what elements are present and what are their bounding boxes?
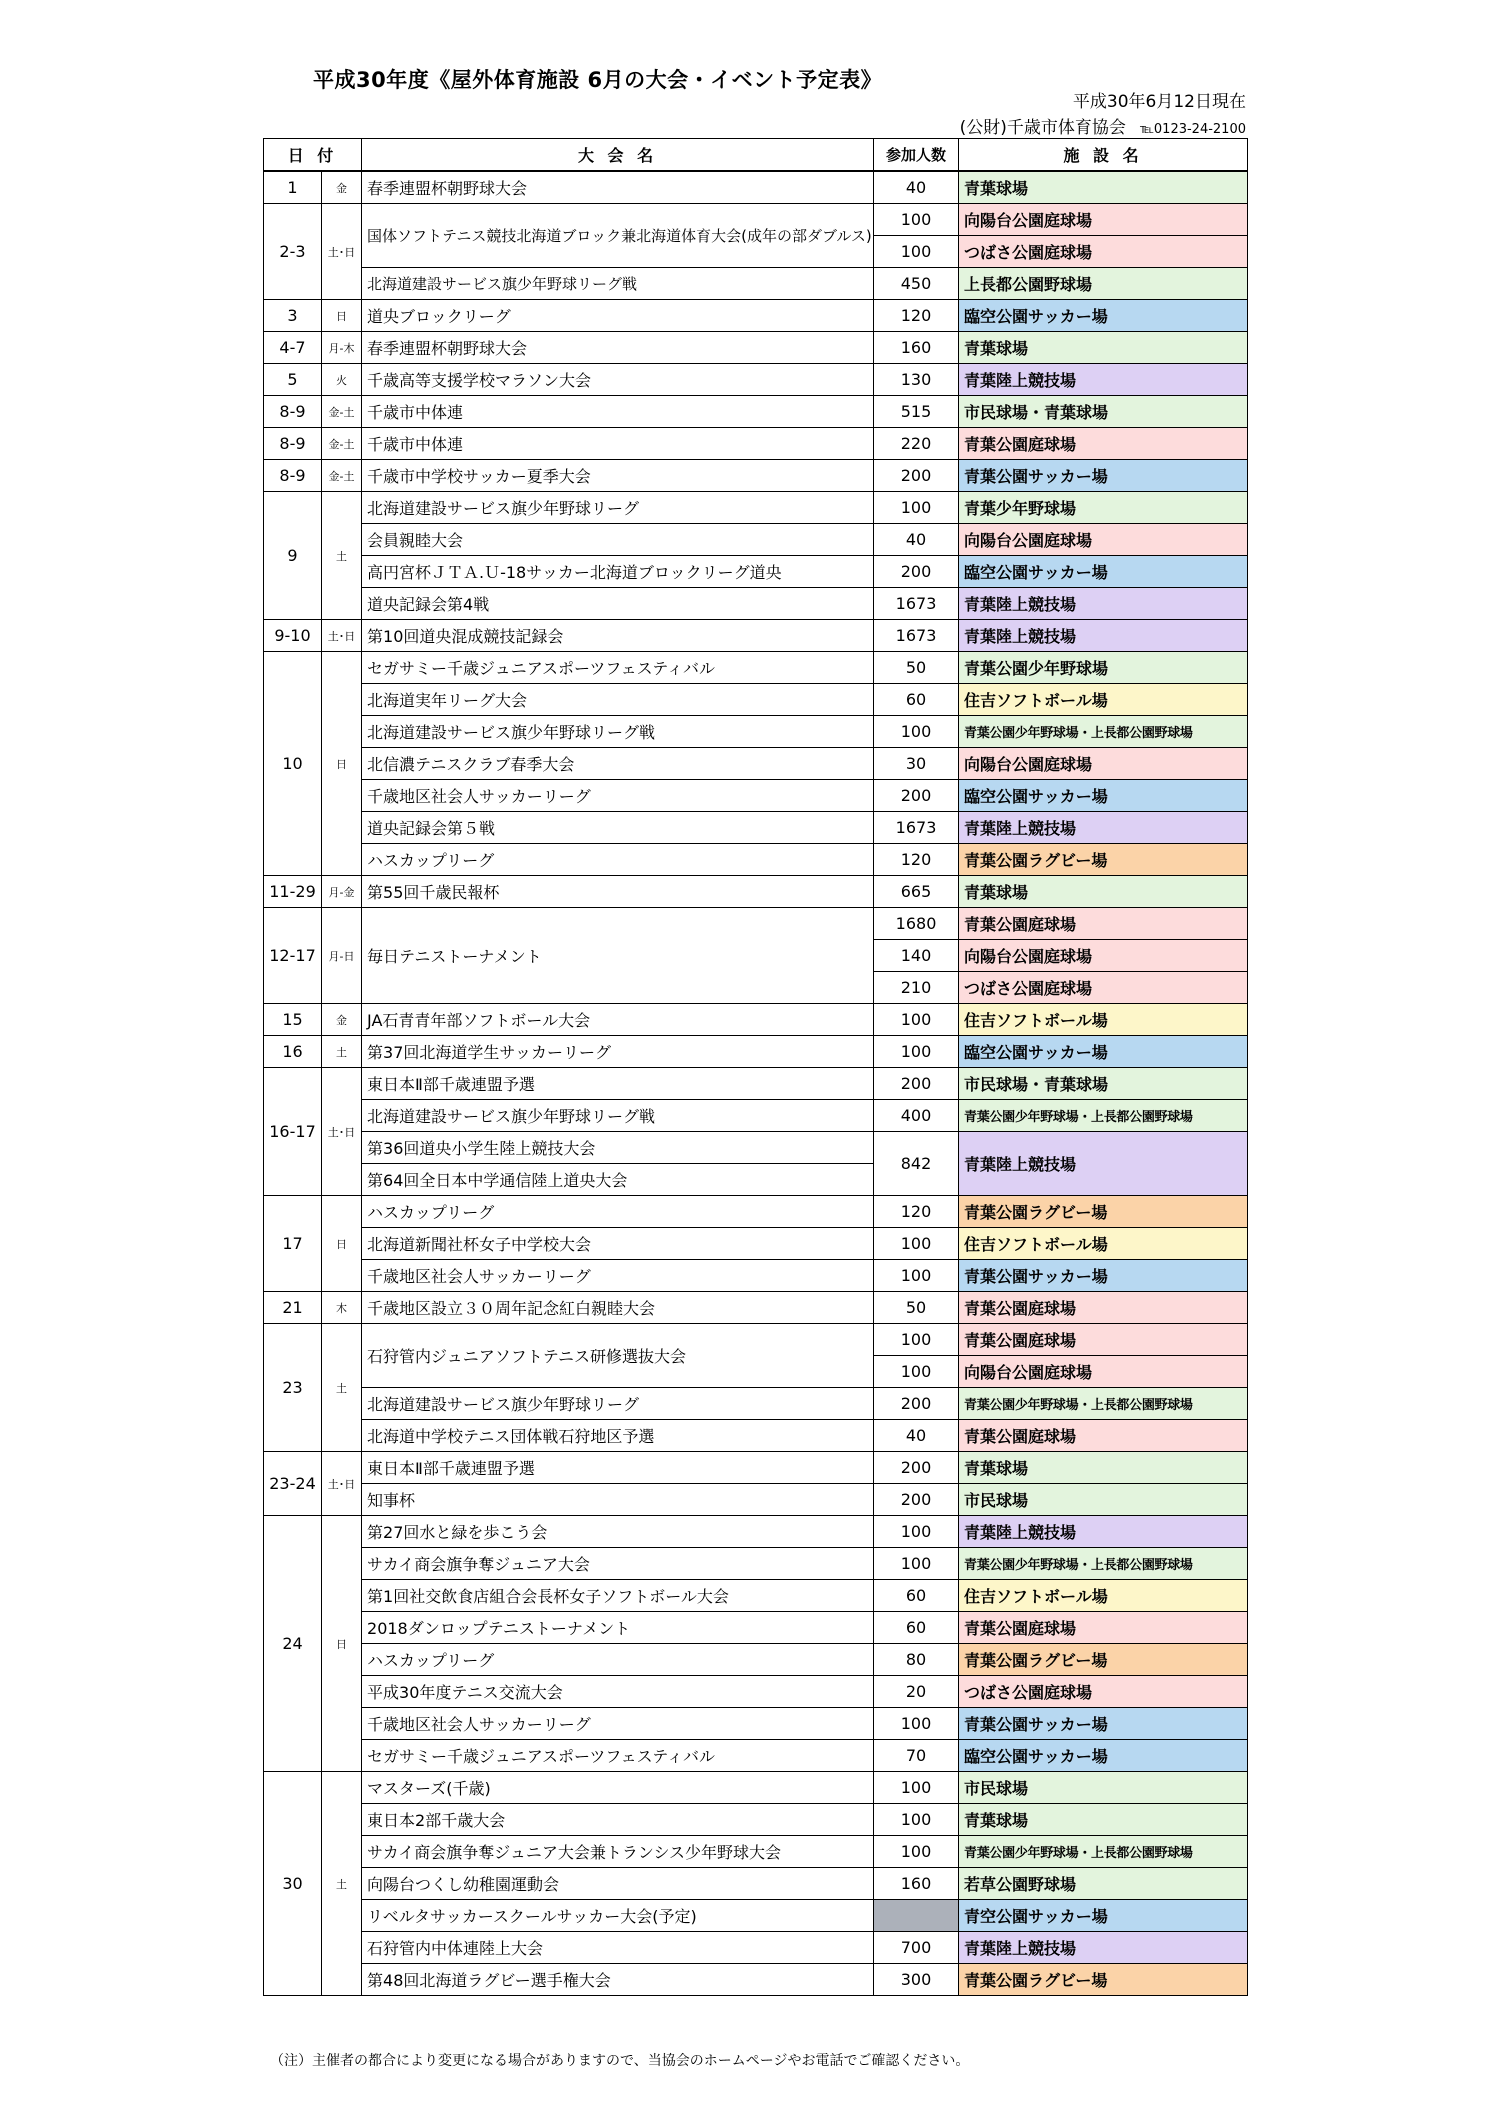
weekday-cell: 火: [322, 364, 362, 396]
participants-cell: 1673: [874, 588, 959, 620]
table-row: [264, 1004, 1248, 1036]
table-row: [264, 556, 1248, 588]
table-row: [264, 1708, 1248, 1740]
event-name-cell: 千歳地区社会人サッカーリーグ: [362, 780, 874, 812]
venue-cell: 青葉陸上競技場: [959, 364, 1248, 396]
participants-cell: 450: [874, 268, 959, 300]
weekday-cell: 土･日: [322, 620, 362, 652]
participants-cell: 40: [874, 171, 959, 204]
venue-cell: 青葉球場: [959, 1452, 1248, 1484]
table-row: [264, 1260, 1248, 1292]
venue-cell: 青葉球場: [959, 876, 1248, 908]
event-name-cell: 北海道建設サービス旗少年野球リーグ戦: [362, 268, 874, 300]
participants-cell: 665: [874, 876, 959, 908]
venue-cell: 若草公園野球場: [959, 1868, 1248, 1900]
venue-cell: 青葉陸上競技場: [959, 1132, 1248, 1196]
venue-cell: 青葉公園サッカー場: [959, 460, 1248, 492]
participants-cell: 160: [874, 1868, 959, 1900]
venue-cell: 青葉公園庭球場: [959, 1324, 1248, 1356]
participants-cell: 200: [874, 780, 959, 812]
participants-cell: 210: [874, 972, 959, 1004]
table-row: [264, 1388, 1248, 1420]
event-name-cell: 道央記録会第５戦: [362, 812, 874, 844]
table-row: [264, 812, 1248, 844]
column-header-event: 大 会 名: [362, 139, 874, 172]
event-name-cell: 第1回社交飲食店組合会長杯女子ソフトボール大会: [362, 1580, 874, 1612]
date-cell: 24: [264, 1516, 322, 1772]
participants-cell: 100: [874, 1548, 959, 1580]
table-row: [264, 1740, 1248, 1772]
participants-cell: 140: [874, 940, 959, 972]
venue-cell: 上長都公園野球場: [959, 268, 1248, 300]
venue-cell: 青葉陸上競技場: [959, 812, 1248, 844]
event-name-cell: 第27回水と緑を歩こう会: [362, 1516, 874, 1548]
venue-cell: 青葉公園ラグビー場: [959, 844, 1248, 876]
participants-cell: 40: [874, 524, 959, 556]
table-row: [264, 1132, 1248, 1164]
venue-cell: 向陽台公園庭球場: [959, 204, 1248, 236]
date-cell: 21: [264, 1292, 322, 1324]
participants-cell: 200: [874, 1484, 959, 1516]
event-name-cell: 北海道新聞社杯女子中学校大会: [362, 1228, 874, 1260]
column-header-date: 日 付: [264, 139, 362, 172]
event-name-cell: リベルタサッカースクールサッカー大会(予定): [362, 1900, 874, 1932]
participants-cell: 1680: [874, 908, 959, 940]
participants-cell: 100: [874, 204, 959, 236]
date-cell: 10: [264, 652, 322, 876]
event-name-cell: 東日本Ⅱ部千歳連盟予選: [362, 1068, 874, 1100]
venue-cell: 青葉公園庭球場: [959, 1292, 1248, 1324]
event-name-cell: 第36回道央小学生陸上競技大会: [362, 1132, 874, 1164]
table-row: [264, 1964, 1248, 1996]
participants-cell: 100: [874, 1836, 959, 1868]
event-name-cell: サカイ商会旗争奪ジュニア大会: [362, 1548, 874, 1580]
venue-cell: 青葉公園ラグビー場: [959, 1644, 1248, 1676]
venue-cell: 住吉ソフトボール場: [959, 684, 1248, 716]
weekday-cell: 日: [322, 1196, 362, 1292]
participants-cell: 50: [874, 652, 959, 684]
weekday-cell: 金-土: [322, 428, 362, 460]
event-name-cell: 千歳市中体連: [362, 428, 874, 460]
event-name-cell: セガサミー千歳ジュニアスポーツフェスティバル: [362, 1740, 874, 1772]
table-row: [264, 1324, 1248, 1356]
table-row: [264, 524, 1248, 556]
event-name-cell: 知事杯: [362, 1484, 874, 1516]
venue-cell: 青葉少年野球場: [959, 492, 1248, 524]
table-row: [264, 1676, 1248, 1708]
venue-cell: 青葉公園ラグビー場: [959, 1964, 1248, 1996]
event-name-cell: 春季連盟杯朝野球大会: [362, 332, 874, 364]
table-row: [264, 1036, 1248, 1068]
venue-cell: つばさ公園庭球場: [959, 972, 1248, 1004]
venue-cell: 青葉公園庭球場: [959, 428, 1248, 460]
table-row: [264, 364, 1248, 396]
participants-cell: 80: [874, 1644, 959, 1676]
participants-cell: 200: [874, 1068, 959, 1100]
venue-cell: 青空公園サッカー場: [959, 1900, 1248, 1932]
participants-cell: 300: [874, 1964, 959, 1996]
participants-cell: 100: [874, 1772, 959, 1804]
weekday-cell: 月-日: [322, 908, 362, 1004]
participants-cell: 100: [874, 236, 959, 268]
event-name-cell: マスターズ(千歳): [362, 1772, 874, 1804]
venue-cell: 青葉公園ラグビー場: [959, 1196, 1248, 1228]
event-name-cell: 第48回北海道ラグビー選手権大会: [362, 1964, 874, 1996]
date-cell: 15: [264, 1004, 322, 1036]
date-cell: 16-17: [264, 1068, 322, 1196]
weekday-cell: 日: [322, 300, 362, 332]
participants-cell: 60: [874, 1612, 959, 1644]
venue-cell: 住吉ソフトボール場: [959, 1004, 1248, 1036]
venue-cell: 青葉公園庭球場: [959, 1420, 1248, 1452]
event-name-cell: 千歳市中体連: [362, 396, 874, 428]
date-cell: 9-10: [264, 620, 322, 652]
table-row: [264, 1772, 1248, 1804]
event-name-cell: 第64回全日本中学通信陸上道央大会: [362, 1164, 874, 1196]
venue-cell: 臨空公園サッカー場: [959, 300, 1248, 332]
event-name-cell: 千歳地区社会人サッカーリーグ: [362, 1708, 874, 1740]
participants-cell: 200: [874, 460, 959, 492]
event-name-cell: 道央ブロックリーグ: [362, 300, 874, 332]
table-row: [264, 396, 1248, 428]
table-row: [264, 1836, 1248, 1868]
table-row: [264, 204, 1248, 236]
weekday-cell: 土: [322, 1324, 362, 1452]
venue-cell: 向陽台公園庭球場: [959, 1356, 1248, 1388]
table-row: [264, 1196, 1248, 1228]
event-name-cell: 平成30年度テニス交流大会: [362, 1676, 874, 1708]
table-row: [264, 1100, 1248, 1132]
event-name-cell: 北海道建設サービス旗少年野球リーグ戦: [362, 716, 874, 748]
participants-cell: 50: [874, 1292, 959, 1324]
venue-cell: 市民球場・青葉球場: [959, 1068, 1248, 1100]
table-row: [264, 428, 1248, 460]
venue-cell: 臨空公園サッカー場: [959, 1740, 1248, 1772]
date-cell: 8-9: [264, 428, 322, 460]
participants-cell: 220: [874, 428, 959, 460]
event-name-cell: 毎日テニストーナメント: [362, 908, 874, 1004]
event-name-cell: 春季連盟杯朝野球大会: [362, 171, 874, 204]
venue-cell: 青葉公園少年野球場: [959, 652, 1248, 684]
weekday-cell: 土･日: [322, 1452, 362, 1516]
event-name-cell: ハスカップリーグ: [362, 1196, 874, 1228]
table-header-row: [264, 139, 1248, 172]
venue-cell: 向陽台公園庭球場: [959, 524, 1248, 556]
weekday-cell: 金: [322, 171, 362, 204]
table-row: [264, 620, 1248, 652]
venue-cell: 青葉陸上競技場: [959, 1932, 1248, 1964]
venue-cell: 青葉公園少年野球場・上長都公園野球場: [959, 1548, 1248, 1580]
venue-cell: 青葉公園サッカー場: [959, 1260, 1248, 1292]
table-row: [264, 908, 1248, 940]
weekday-cell: 土: [322, 492, 362, 620]
table-row: [264, 1612, 1248, 1644]
weekday-cell: 土･日: [322, 1068, 362, 1196]
event-name-cell: JA石青青年部ソフトボール大会: [362, 1004, 874, 1036]
venue-cell: 臨空公園サッカー場: [959, 556, 1248, 588]
weekday-cell: 日: [322, 1516, 362, 1772]
table-row: [264, 1484, 1248, 1516]
table-row: [264, 332, 1248, 364]
table-row: [264, 1420, 1248, 1452]
participants-cell: 40: [874, 1420, 959, 1452]
date-cell: 30: [264, 1772, 322, 1996]
event-name-cell: 東日本Ⅱ部千歳連盟予選: [362, 1452, 874, 1484]
weekday-cell: 土: [322, 1772, 362, 1996]
venue-cell: 青葉球場: [959, 171, 1248, 204]
participants-cell: 100: [874, 1804, 959, 1836]
weekday-cell: 月-金: [322, 876, 362, 908]
table-row: [264, 684, 1248, 716]
venue-cell: 青葉公園少年野球場・上長都公園野球場: [959, 716, 1248, 748]
column-header-participants: 参加人数: [874, 139, 959, 172]
venue-cell: 向陽台公園庭球場: [959, 748, 1248, 780]
weekday-cell: 土: [322, 1036, 362, 1068]
event-name-cell: 石狩管内ジュニアソフトテニス研修選抜大会: [362, 1324, 874, 1388]
date-cell: 17: [264, 1196, 322, 1292]
venue-cell: 市民球場: [959, 1772, 1248, 1804]
weekday-cell: 土･日: [322, 204, 362, 300]
weekday-cell: 月-木: [322, 332, 362, 364]
venue-cell: 住吉ソフトボール場: [959, 1580, 1248, 1612]
table-row: [264, 492, 1248, 524]
event-name-cell: 北信濃テニスクラブ春季大会: [362, 748, 874, 780]
date-cell: 12-17: [264, 908, 322, 1004]
telephone-number: ℡0123-24-2100: [1139, 122, 1246, 137]
event-name-cell: 千歳高等支援学校マラソン大会: [362, 364, 874, 396]
participants-cell: 1673: [874, 620, 959, 652]
venue-cell: 青葉陸上競技場: [959, 1516, 1248, 1548]
event-name-cell: 北海道実年リーグ大会: [362, 684, 874, 716]
event-name-cell: ハスカップリーグ: [362, 1644, 874, 1676]
event-name-cell: 北海道建設サービス旗少年野球リーグ: [362, 492, 874, 524]
participants-cell: 200: [874, 556, 959, 588]
venue-cell: 臨空公園サッカー場: [959, 1036, 1248, 1068]
venue-cell: つばさ公園庭球場: [959, 1676, 1248, 1708]
schedule-body: [264, 171, 1248, 1996]
date-cell: 23-24: [264, 1452, 322, 1516]
participants-cell: 100: [874, 492, 959, 524]
table-row: [264, 1228, 1248, 1260]
table-row: [264, 171, 1248, 204]
table-row: [264, 844, 1248, 876]
date-cell: 2-3: [264, 204, 322, 300]
event-name-cell: 向陽台つくし幼稚園運動会: [362, 1868, 874, 1900]
participants-cell: 700: [874, 1932, 959, 1964]
participants-cell: 515: [874, 396, 959, 428]
venue-cell: 青葉陸上競技場: [959, 620, 1248, 652]
event-name-cell: 国体ソフトテニス競技北海道ブロック兼北海道体育大会(成年の部ダブルス): [362, 204, 874, 268]
date-cell: 8-9: [264, 460, 322, 492]
participants-cell: 100: [874, 1228, 959, 1260]
participants-cell: 842: [874, 1132, 959, 1196]
event-name-cell: 北海道建設サービス旗少年野球リーグ: [362, 1388, 874, 1420]
participants-cell: [874, 1900, 959, 1932]
participants-cell: 130: [874, 364, 959, 396]
date-cell: 11-29: [264, 876, 322, 908]
participants-cell: 100: [874, 1036, 959, 1068]
column-header-venue: 施 設 名: [959, 139, 1248, 172]
participants-cell: 1673: [874, 812, 959, 844]
venue-cell: 青葉公園庭球場: [959, 908, 1248, 940]
event-name-cell: 千歳地区社会人サッカーリーグ: [362, 1260, 874, 1292]
venue-cell: 青葉球場: [959, 332, 1248, 364]
participants-cell: 100: [874, 1516, 959, 1548]
event-name-cell: 高円宮杯ＪＴＡ.Ｕ-18サッカー北海道ブロックリーグ道央: [362, 556, 874, 588]
venue-cell: 市民球場: [959, 1484, 1248, 1516]
weekday-cell: 日: [322, 652, 362, 876]
as-of-date: 平成30年6月12日現在: [1072, 92, 1246, 112]
date-cell: 5: [264, 364, 322, 396]
event-name-cell: 千歳市中学校サッカー夏季大会: [362, 460, 874, 492]
venue-cell: 青葉公園少年野球場・上長都公園野球場: [959, 1388, 1248, 1420]
schedule-table: [263, 138, 1248, 1996]
table-row: [264, 300, 1248, 332]
event-name-cell: 2018ダンロップテニストーナメント: [362, 1612, 874, 1644]
event-name-cell: サカイ商会旗争奪ジュニア大会兼トランシス少年野球大会: [362, 1836, 874, 1868]
event-name-cell: 道央記録会第4戦: [362, 588, 874, 620]
table-row: [264, 780, 1248, 812]
table-row: [264, 1516, 1248, 1548]
weekday-cell: 金: [322, 1004, 362, 1036]
date-cell: 8-9: [264, 396, 322, 428]
participants-cell: 120: [874, 300, 959, 332]
table-row: [264, 1292, 1248, 1324]
date-cell: 1: [264, 171, 322, 204]
table-row: [264, 1068, 1248, 1100]
date-cell: 9: [264, 492, 322, 620]
footer-note: （注）主催者の都合により変更になる場合がありますので、当協会のホームページやお電話でご確認ください。: [270, 2053, 970, 2069]
participants-cell: 20: [874, 1676, 959, 1708]
table-row: [264, 1580, 1248, 1612]
participants-cell: 120: [874, 1196, 959, 1228]
venue-cell: 青葉公園庭球場: [959, 1612, 1248, 1644]
venue-cell: 青葉公園サッカー場: [959, 1708, 1248, 1740]
table-row: [264, 1900, 1248, 1932]
participants-cell: 100: [874, 1356, 959, 1388]
participants-cell: 120: [874, 844, 959, 876]
participants-cell: 100: [874, 1708, 959, 1740]
participants-cell: 30: [874, 748, 959, 780]
event-name-cell: 会員親睦大会: [362, 524, 874, 556]
date-cell: 4-7: [264, 332, 322, 364]
table-row: [264, 652, 1248, 684]
venue-cell: 青葉公園少年野球場・上長都公園野球場: [959, 1836, 1248, 1868]
participants-cell: 400: [874, 1100, 959, 1132]
venue-cell: 住吉ソフトボール場: [959, 1228, 1248, 1260]
venue-cell: つばさ公園庭球場: [959, 236, 1248, 268]
page-title: 平成30年度《屋外体育施設 6月の大会・イベント予定表》: [313, 68, 883, 92]
participants-cell: 60: [874, 684, 959, 716]
participants-cell: 100: [874, 1324, 959, 1356]
participants-cell: 100: [874, 716, 959, 748]
organization-name: (公財)千歳市体育協会: [959, 118, 1126, 138]
participants-cell: 100: [874, 1004, 959, 1036]
table-row: [264, 1548, 1248, 1580]
event-name-cell: 東日本2部千歳大会: [362, 1804, 874, 1836]
event-name-cell: 第10回道央混成競技記録会: [362, 620, 874, 652]
table-row: [264, 460, 1248, 492]
event-name-cell: 第37回北海道学生サッカーリーグ: [362, 1036, 874, 1068]
date-cell: 3: [264, 300, 322, 332]
event-name-cell: 石狩管内中体連陸上大会: [362, 1932, 874, 1964]
table-row: [264, 1644, 1248, 1676]
event-name-cell: ハスカップリーグ: [362, 844, 874, 876]
participants-cell: 100: [874, 1260, 959, 1292]
participants-cell: 60: [874, 1580, 959, 1612]
event-name-cell: 北海道建設サービス旗少年野球リーグ戦: [362, 1100, 874, 1132]
table-row: [264, 716, 1248, 748]
event-name-cell: 北海道中学校テニス団体戦石狩地区予選: [362, 1420, 874, 1452]
venue-cell: 青葉公園少年野球場・上長都公園野球場: [959, 1100, 1248, 1132]
organization-info: [960, 113, 1246, 138]
participants-cell: 70: [874, 1740, 959, 1772]
venue-cell: 青葉陸上競技場: [959, 588, 1248, 620]
event-name-cell: セガサミー千歳ジュニアスポーツフェスティバル: [362, 652, 874, 684]
event-name-cell: 第55回千歳民報杯: [362, 876, 874, 908]
venue-cell: 青葉球場: [959, 1804, 1248, 1836]
table-row: [264, 876, 1248, 908]
date-cell: 23: [264, 1324, 322, 1452]
table-row: [264, 1804, 1248, 1836]
participants-cell: 160: [874, 332, 959, 364]
table-row: [264, 588, 1248, 620]
venue-cell: 臨空公園サッカー場: [959, 780, 1248, 812]
participants-cell: 200: [874, 1452, 959, 1484]
table-row: [264, 1452, 1248, 1484]
weekday-cell: 金-土: [322, 460, 362, 492]
table-row: [264, 268, 1248, 300]
weekday-cell: 金-土: [322, 396, 362, 428]
table-row: [264, 1932, 1248, 1964]
date-cell: 16: [264, 1036, 322, 1068]
venue-cell: 向陽台公園庭球場: [959, 940, 1248, 972]
weekday-cell: 木: [322, 1292, 362, 1324]
table-row: [264, 1868, 1248, 1900]
venue-cell: 市民球場・青葉球場: [959, 396, 1248, 428]
table-row: [264, 748, 1248, 780]
participants-cell: 200: [874, 1388, 959, 1420]
event-name-cell: 千歳地区設立３０周年記念紅白親睦大会: [362, 1292, 874, 1324]
